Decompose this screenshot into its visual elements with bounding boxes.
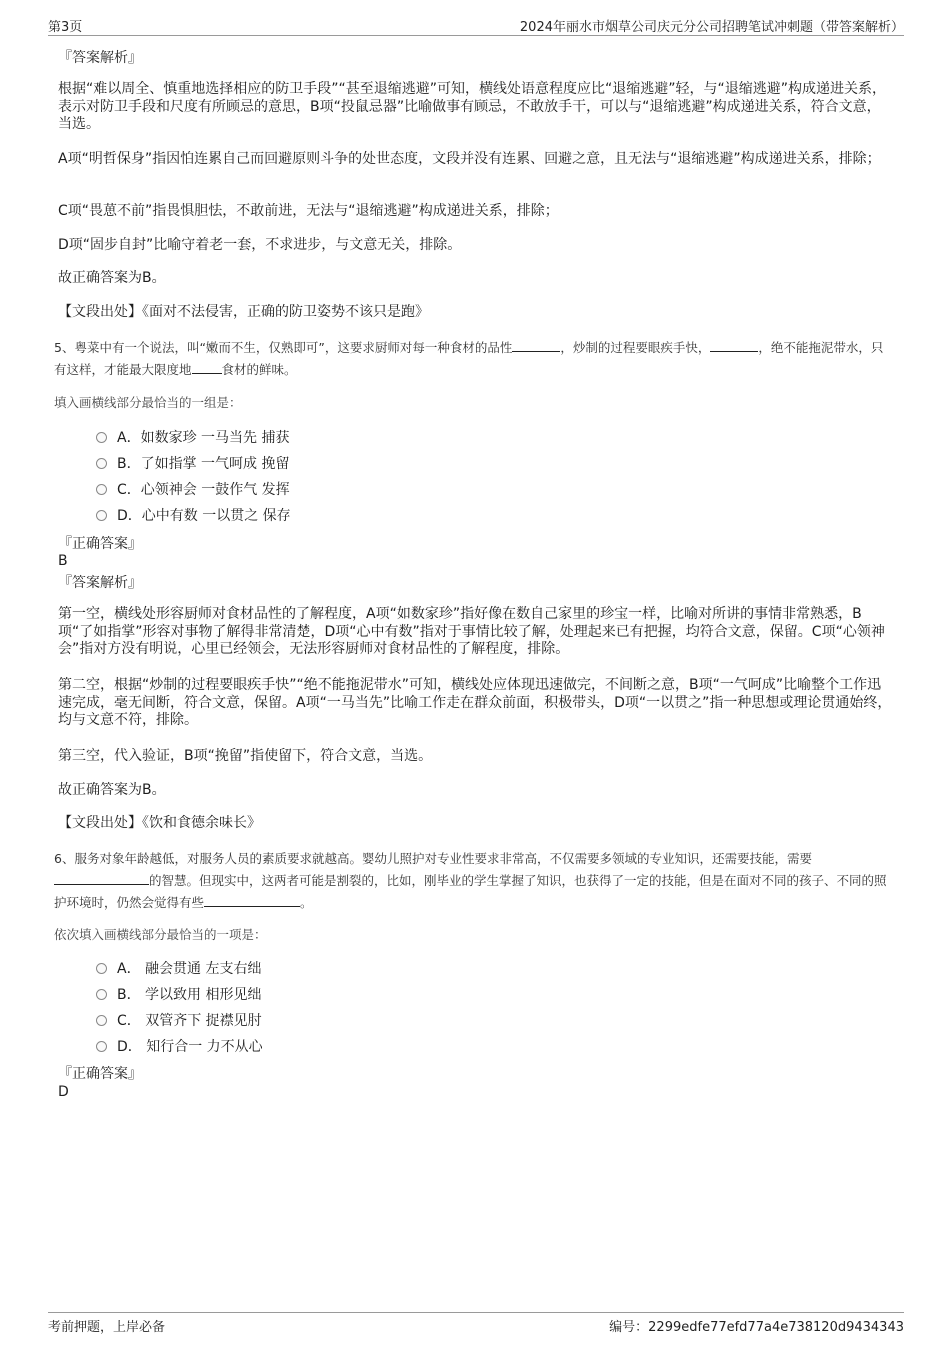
q5-question-stem (54, 337, 894, 381)
q6-blank-1 (54, 870, 149, 885)
q6-question-stem (54, 848, 894, 914)
q5-analysis-paragraph-3: 第三空，代入验证，B项“挽留”指使留下，符合文意，当选。 (58, 748, 433, 764)
radio-icon[interactable] (96, 484, 107, 495)
q5-stem-part-1: 5、粤菜中有一个说法，叫“嫩而不生，仅熟即可”，这要求厨师对每一种食材的品性 (54, 340, 513, 355)
q5-instruction: 填入画横线部分最恰当的一组是： (54, 395, 242, 410)
q4-source: 【文段出处】《面对不法侵害，正确的防卫姿势不该只是跑》 (58, 304, 429, 320)
q5-analysis-label: 『答案解析』 (58, 575, 142, 591)
q5-blank-3 (192, 359, 222, 374)
q4-analysis-paragraph-1: 根据“难以周全、慎重地选择相应的防卫手段”“甚至退缩逃避”可知，横线处语意程度应比“退缩逃避”轻，与“退缩逃避”构成递进关系，表示对防卫手段和尺度有所顾忌的意思，B项“投鼠忌器”比喻做事有顾忌，不敢放手干，可以与“退缩逃避”构成递进关系，符合文意，当选。 (58, 81, 887, 132)
q6-answer: D (58, 1084, 69, 1100)
q5-option-b[interactable]: B．了如指掌 一气呵成 挽留 (96, 455, 290, 473)
q5-source: 【文段出处】《饮和食德余味长》 (58, 815, 261, 831)
q4-analysis-paragraph-2: A项“明哲保身”指因怕连累自己而回避原则斗争的处世态度，文段并没有连累、回避之意，且无法与“退缩逃避”构成递进关系，排除； (58, 151, 881, 167)
radio-icon[interactable] (96, 458, 107, 469)
q6-option-c[interactable]: C． 双管齐下 捉襟见肘 (96, 1012, 262, 1030)
document-id: 编号：2299edfe77efd77a4e738120d9434343 (609, 1320, 904, 1335)
radio-icon[interactable] (96, 1015, 107, 1026)
q6-stem-part-1: 6、服务对象年龄越低，对服务人员的素质要求就越高。婴幼儿照护对专业性要求非常高，不仅需要多领域的专业知识，还需要技能，需要 (54, 851, 812, 866)
page-header (48, 13, 904, 36)
q5-analysis-paragraph-1: 第一空，横线处形容厨师对食材品性的了解程度，A项“如数家珍”指好像在数自己家里的珍宝一样，比喻对所讲的事情非常熟悉，B项“了如指掌”形容对事物了解得非常清楚，D项“心中有数”指对于事情比较了解，处理起来已有把握，均符合文意，保留。C项“心领神会”指对方没有明说，心里已经领会，无法形容厨师对食材品性的了解程度，排除。 (58, 606, 885, 657)
q6-stem-part-3: 。 (300, 895, 313, 910)
q6-option-b[interactable]: B． 学以致用 相形见绌 (96, 986, 262, 1004)
q6-blank-2 (204, 892, 300, 907)
radio-icon[interactable] (96, 1041, 107, 1052)
q5-blank-1 (512, 337, 560, 352)
footer-slogan: 考前押题，上岸必备 (48, 1320, 166, 1335)
q4-conclusion: 故正确答案为B。 (58, 270, 166, 286)
q4-analysis-paragraph-4: D项“固步自封”比喻守着老一套，不求进步，与文意无关，排除。 (58, 237, 462, 253)
q4-analysis-paragraph-3: C项“畏葸不前”指畏惧胆怯，不敢前进，无法与“退缩逃避”构成递进关系，排除； (58, 203, 559, 219)
q5-stem-part-4: 食材的鲜味。 (221, 362, 297, 377)
page-footer (48, 1312, 904, 1335)
q5-option-c[interactable]: C．心领神会 一鼓作气 发挥 (96, 481, 290, 499)
q5-stem-part-3: ，绝不能拖泥带水，只有这样，才能最大限度地 (54, 340, 884, 377)
q5-stem-part-2: ，炒制的过程要眼疾手快， (560, 340, 711, 355)
document-title: 2024年丽水市烟草公司庆元分公司招聘笔试冲刺题（带答案解析） (519, 20, 904, 35)
q5-analysis-paragraph-2: 第二空，根据“炒制的过程要眼疾手快”“绝不能拖泥带水”可知，横线处应体现迅速做完，不间断之意，B项“一气呵成”比喻整个工作迅速完成，毫无间断，符合文意，保留。A项“一马当先”比喻工作走在群众前面，积极带头，D项“一以贯之”指一种思想或理论贯通始终，均与文意不符，排除。 (58, 677, 892, 728)
radio-icon[interactable] (96, 432, 107, 443)
q5-option-a[interactable]: A．如数家珍 一马当先 捕获 (96, 429, 289, 447)
q6-option-a[interactable]: A． 融会贯通 左支右绌 (96, 960, 261, 978)
radio-icon[interactable] (96, 989, 107, 1000)
q5-option-d[interactable]: D．心中有数 一以贯之 保存 (96, 507, 291, 525)
q6-instruction: 依次填入画横线部分最恰当的一项是： (54, 927, 267, 942)
q6-option-d[interactable]: D． 知行合一 力不从心 (96, 1038, 263, 1056)
q6-answer-label: 『正确答案』 (58, 1066, 142, 1082)
q4-analysis-label: 『答案解析』 (58, 50, 142, 66)
q5-answer-label: 『正确答案』 (58, 536, 142, 552)
q5-conclusion: 故正确答案为B。 (58, 782, 166, 798)
q5-answer: B (58, 553, 68, 569)
radio-icon[interactable] (96, 510, 107, 521)
q5-blank-2 (710, 337, 758, 352)
page-number: 第3页 (48, 20, 83, 35)
radio-icon[interactable] (96, 963, 107, 974)
q6-stem-part-2: 的智慧。但现实中，这两者可能是割裂的，比如，刚毕业的学生掌握了知识，也获得了一定的技能，但是在面对不同的孩子、不同的照护环境时，仍然会觉得有些 (54, 873, 887, 910)
